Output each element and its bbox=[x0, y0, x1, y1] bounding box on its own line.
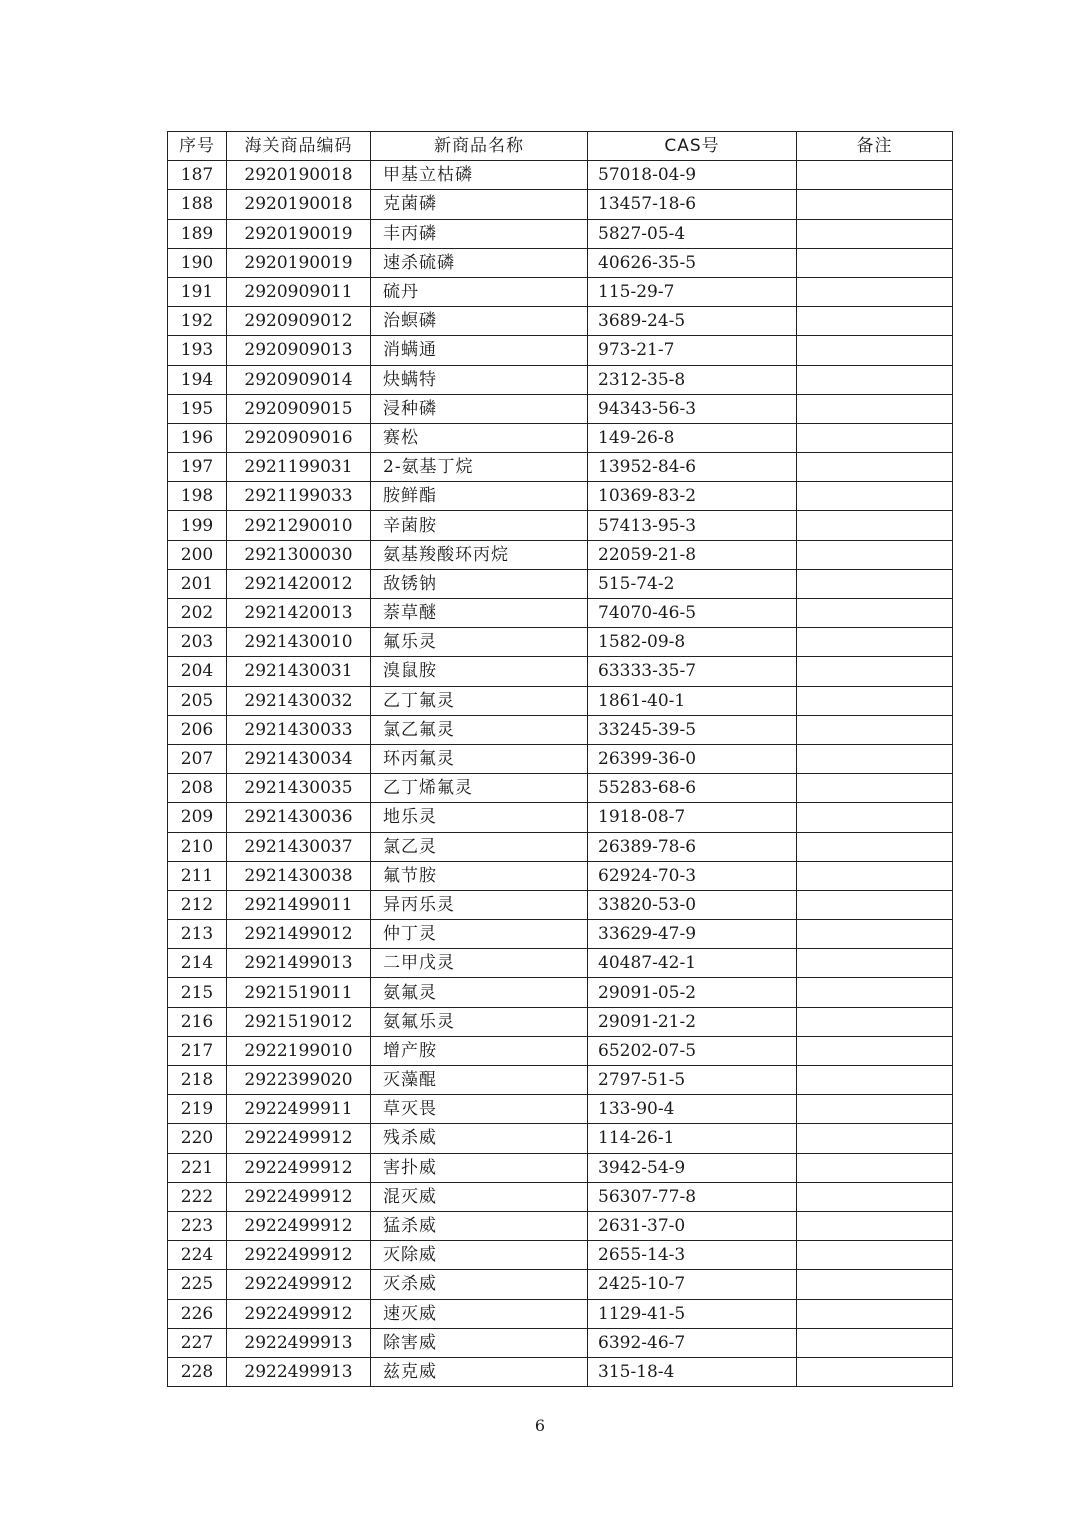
cell-customs-code: 2920190018 bbox=[227, 190, 371, 219]
cell-seq: 206 bbox=[168, 715, 227, 744]
cell-seq: 226 bbox=[168, 1299, 227, 1328]
cell-product-name: 增产胺 bbox=[371, 1036, 588, 1065]
cell-seq: 212 bbox=[168, 890, 227, 919]
table-row bbox=[168, 890, 953, 919]
cell-customs-code: 2921430038 bbox=[227, 861, 371, 890]
cell-seq: 203 bbox=[168, 628, 227, 657]
cell-customs-code: 2921430034 bbox=[227, 744, 371, 773]
cell-product-name: 氨氟灵 bbox=[371, 978, 588, 1007]
cell-seq: 207 bbox=[168, 744, 227, 773]
cell-remarks bbox=[797, 307, 953, 336]
table-row bbox=[168, 482, 953, 511]
cell-seq: 217 bbox=[168, 1036, 227, 1065]
cell-cas-number: 40487-42-1 bbox=[588, 949, 797, 978]
table-row bbox=[168, 686, 953, 715]
table-row bbox=[168, 1153, 953, 1182]
cell-remarks bbox=[797, 423, 953, 452]
cell-product-name: 二甲戊灵 bbox=[371, 949, 588, 978]
cell-remarks bbox=[797, 1357, 953, 1386]
cell-cas-number: 1129-41-5 bbox=[588, 1299, 797, 1328]
cell-customs-code: 2922199010 bbox=[227, 1036, 371, 1065]
table-row bbox=[168, 1241, 953, 1270]
cell-remarks bbox=[797, 1299, 953, 1328]
table-row bbox=[168, 569, 953, 598]
table-row bbox=[168, 920, 953, 949]
cell-seq: 216 bbox=[168, 1007, 227, 1036]
cell-seq: 209 bbox=[168, 803, 227, 832]
cell-customs-code: 2922499912 bbox=[227, 1299, 371, 1328]
cell-cas-number: 2312-35-8 bbox=[588, 365, 797, 394]
cell-remarks bbox=[797, 277, 953, 306]
cell-customs-code: 2921300030 bbox=[227, 540, 371, 569]
table-row bbox=[168, 511, 953, 540]
cell-seq: 224 bbox=[168, 1241, 227, 1270]
cell-seq: 189 bbox=[168, 219, 227, 248]
cell-remarks bbox=[797, 832, 953, 861]
cell-remarks bbox=[797, 686, 953, 715]
cell-cas-number: 2631-37-0 bbox=[588, 1211, 797, 1240]
cell-seq: 204 bbox=[168, 657, 227, 686]
cell-cas-number: 5827-05-4 bbox=[588, 219, 797, 248]
cell-customs-code: 2922499912 bbox=[227, 1241, 371, 1270]
table-row bbox=[168, 949, 953, 978]
cell-product-name: 氯乙氟灵 bbox=[371, 715, 588, 744]
cell-remarks bbox=[797, 1270, 953, 1299]
cell-remarks bbox=[797, 365, 953, 394]
cell-seq: 187 bbox=[168, 161, 227, 190]
cell-customs-code: 2922499913 bbox=[227, 1357, 371, 1386]
cell-remarks bbox=[797, 394, 953, 423]
table-row bbox=[168, 423, 953, 452]
cell-seq: 188 bbox=[168, 190, 227, 219]
cell-seq: 208 bbox=[168, 774, 227, 803]
cell-customs-code: 2921430036 bbox=[227, 803, 371, 832]
cell-cas-number: 13457-18-6 bbox=[588, 190, 797, 219]
cell-product-name: 乙丁氟灵 bbox=[371, 686, 588, 715]
cell-remarks bbox=[797, 978, 953, 1007]
cell-seq: 199 bbox=[168, 511, 227, 540]
cell-cas-number: 29091-05-2 bbox=[588, 978, 797, 1007]
cell-seq: 197 bbox=[168, 453, 227, 482]
cell-seq: 214 bbox=[168, 949, 227, 978]
cell-customs-code: 2921430037 bbox=[227, 832, 371, 861]
cell-product-name: 胺鲜酯 bbox=[371, 482, 588, 511]
cell-customs-code: 2921430033 bbox=[227, 715, 371, 744]
cell-remarks bbox=[797, 744, 953, 773]
cell-product-name: 害扑威 bbox=[371, 1153, 588, 1182]
table-row bbox=[168, 1007, 953, 1036]
cell-product-name: 敌锈钠 bbox=[371, 569, 588, 598]
cell-seq: 200 bbox=[168, 540, 227, 569]
cell-cas-number: 33629-47-9 bbox=[588, 920, 797, 949]
cell-cas-number: 57018-04-9 bbox=[588, 161, 797, 190]
cell-remarks bbox=[797, 569, 953, 598]
table-row bbox=[168, 453, 953, 482]
cell-customs-code: 2921519012 bbox=[227, 1007, 371, 1036]
cell-product-name: 灭除威 bbox=[371, 1241, 588, 1270]
cell-cas-number: 2655-14-3 bbox=[588, 1241, 797, 1270]
table-row bbox=[168, 774, 953, 803]
table-row bbox=[168, 190, 953, 219]
cell-customs-code: 2921430010 bbox=[227, 628, 371, 657]
cell-product-name: 草灭畏 bbox=[371, 1095, 588, 1124]
cell-cas-number: 33245-39-5 bbox=[588, 715, 797, 744]
cell-seq: 195 bbox=[168, 394, 227, 423]
cell-product-name: 猛杀威 bbox=[371, 1211, 588, 1240]
cell-remarks bbox=[797, 1095, 953, 1124]
cell-remarks bbox=[797, 949, 953, 978]
cell-product-name: 氟乐灵 bbox=[371, 628, 588, 657]
cell-product-name: 2-氨基丁烷 bbox=[371, 453, 588, 482]
cell-cas-number: 315-18-4 bbox=[588, 1357, 797, 1386]
cell-remarks bbox=[797, 453, 953, 482]
cell-remarks bbox=[797, 1124, 953, 1153]
cell-remarks bbox=[797, 628, 953, 657]
cell-cas-number: 973-21-7 bbox=[588, 336, 797, 365]
cell-customs-code: 2920909013 bbox=[227, 336, 371, 365]
cell-remarks bbox=[797, 890, 953, 919]
cell-remarks bbox=[797, 803, 953, 832]
header-product-name: 新商品名称 bbox=[371, 132, 588, 161]
cell-seq: 219 bbox=[168, 1095, 227, 1124]
cell-remarks bbox=[797, 161, 953, 190]
cell-customs-code: 2920909016 bbox=[227, 423, 371, 452]
cell-product-name: 乙丁烯氟灵 bbox=[371, 774, 588, 803]
cell-seq: 223 bbox=[168, 1211, 227, 1240]
cell-cas-number: 2797-51-5 bbox=[588, 1066, 797, 1095]
table-row bbox=[168, 744, 953, 773]
cell-cas-number: 133-90-4 bbox=[588, 1095, 797, 1124]
cell-cas-number: 6392-46-7 bbox=[588, 1328, 797, 1357]
cell-product-name: 地乐灵 bbox=[371, 803, 588, 832]
cell-seq: 190 bbox=[168, 248, 227, 277]
cell-product-name: 氟节胺 bbox=[371, 861, 588, 890]
cell-cas-number: 33820-53-0 bbox=[588, 890, 797, 919]
table-row bbox=[168, 365, 953, 394]
cell-product-name: 浸种磷 bbox=[371, 394, 588, 423]
cell-product-name: 环丙氟灵 bbox=[371, 744, 588, 773]
cell-seq: 228 bbox=[168, 1357, 227, 1386]
cell-remarks bbox=[797, 774, 953, 803]
table-row bbox=[168, 336, 953, 365]
cell-customs-code: 2920909014 bbox=[227, 365, 371, 394]
cell-customs-code: 2922499913 bbox=[227, 1328, 371, 1357]
header-remarks: 备注 bbox=[797, 132, 953, 161]
table-row bbox=[168, 1036, 953, 1065]
cell-product-name: 炔螨特 bbox=[371, 365, 588, 394]
cell-product-name: 甲基立枯磷 bbox=[371, 161, 588, 190]
table-row bbox=[168, 277, 953, 306]
cell-product-name: 辛菌胺 bbox=[371, 511, 588, 540]
cell-seq: 222 bbox=[168, 1182, 227, 1211]
table-row bbox=[168, 1357, 953, 1386]
cell-remarks bbox=[797, 511, 953, 540]
cell-customs-code: 2922499911 bbox=[227, 1095, 371, 1124]
cell-seq: 220 bbox=[168, 1124, 227, 1153]
cell-seq: 221 bbox=[168, 1153, 227, 1182]
table-row bbox=[168, 161, 953, 190]
table-row bbox=[168, 861, 953, 890]
cell-cas-number: 40626-35-5 bbox=[588, 248, 797, 277]
cell-remarks bbox=[797, 599, 953, 628]
cell-customs-code: 2921430031 bbox=[227, 657, 371, 686]
cell-cas-number: 55283-68-6 bbox=[588, 774, 797, 803]
cell-remarks bbox=[797, 1328, 953, 1357]
cell-seq: 194 bbox=[168, 365, 227, 394]
table-row bbox=[168, 832, 953, 861]
cell-product-name: 灭藻醌 bbox=[371, 1066, 588, 1095]
table-header-row bbox=[168, 132, 953, 161]
cell-seq: 211 bbox=[168, 861, 227, 890]
cell-remarks bbox=[797, 1007, 953, 1036]
table-row bbox=[168, 657, 953, 686]
table-row bbox=[168, 1095, 953, 1124]
cell-remarks bbox=[797, 1036, 953, 1065]
cell-product-name: 硫丹 bbox=[371, 277, 588, 306]
cell-seq: 202 bbox=[168, 599, 227, 628]
table-row bbox=[168, 219, 953, 248]
table-row bbox=[168, 803, 953, 832]
cell-customs-code: 2922399020 bbox=[227, 1066, 371, 1095]
cell-product-name: 氨氟乐灵 bbox=[371, 1007, 588, 1036]
cell-product-name: 速灭威 bbox=[371, 1299, 588, 1328]
cell-remarks bbox=[797, 248, 953, 277]
cell-product-name: 兹克威 bbox=[371, 1357, 588, 1386]
cell-product-name: 氯乙灵 bbox=[371, 832, 588, 861]
cell-customs-code: 2921499011 bbox=[227, 890, 371, 919]
header-seq: 序号 bbox=[168, 132, 227, 161]
cell-product-name: 异丙乐灵 bbox=[371, 890, 588, 919]
cell-seq: 192 bbox=[168, 307, 227, 336]
cell-product-name: 仲丁灵 bbox=[371, 920, 588, 949]
table-row bbox=[168, 1124, 953, 1153]
table-row bbox=[168, 394, 953, 423]
cell-seq: 196 bbox=[168, 423, 227, 452]
page-number: 6 bbox=[534, 1416, 546, 1435]
table-body bbox=[168, 161, 953, 1387]
table-row bbox=[168, 307, 953, 336]
cell-product-name: 速杀硫磷 bbox=[371, 248, 588, 277]
cell-remarks bbox=[797, 219, 953, 248]
cell-remarks bbox=[797, 1153, 953, 1182]
cell-seq: 218 bbox=[168, 1066, 227, 1095]
cell-customs-code: 2922499912 bbox=[227, 1270, 371, 1299]
cell-remarks bbox=[797, 1066, 953, 1095]
cell-cas-number: 22059-21-8 bbox=[588, 540, 797, 569]
cell-cas-number: 62924-70-3 bbox=[588, 861, 797, 890]
cell-customs-code: 2921499013 bbox=[227, 949, 371, 978]
cell-cas-number: 94343-56-3 bbox=[588, 394, 797, 423]
cell-product-name: 治螟磷 bbox=[371, 307, 588, 336]
cell-seq: 227 bbox=[168, 1328, 227, 1357]
cell-remarks bbox=[797, 920, 953, 949]
cell-cas-number: 65202-07-5 bbox=[588, 1036, 797, 1065]
cell-seq: 191 bbox=[168, 277, 227, 306]
cell-remarks bbox=[797, 861, 953, 890]
table-row bbox=[168, 628, 953, 657]
cell-customs-code: 2921420012 bbox=[227, 569, 371, 598]
cell-customs-code: 2922499912 bbox=[227, 1211, 371, 1240]
cell-remarks bbox=[797, 1241, 953, 1270]
cell-cas-number: 26389-78-6 bbox=[588, 832, 797, 861]
cell-remarks bbox=[797, 1211, 953, 1240]
cell-seq: 210 bbox=[168, 832, 227, 861]
table-row bbox=[168, 715, 953, 744]
header-customs-code: 海关商品编码 bbox=[227, 132, 371, 161]
table-row bbox=[168, 1328, 953, 1357]
cell-customs-code: 2920909011 bbox=[227, 277, 371, 306]
cell-cas-number: 3689-24-5 bbox=[588, 307, 797, 336]
cell-customs-code: 2922499912 bbox=[227, 1153, 371, 1182]
cell-seq: 198 bbox=[168, 482, 227, 511]
cell-cas-number: 29091-21-2 bbox=[588, 1007, 797, 1036]
cell-product-name: 氨基羧酸环丙烷 bbox=[371, 540, 588, 569]
table-row bbox=[168, 248, 953, 277]
cell-customs-code: 2920190019 bbox=[227, 248, 371, 277]
cell-customs-code: 2921290010 bbox=[227, 511, 371, 540]
cell-customs-code: 2920909012 bbox=[227, 307, 371, 336]
cell-customs-code: 2920190018 bbox=[227, 161, 371, 190]
cell-product-name: 萘草醚 bbox=[371, 599, 588, 628]
cell-seq: 213 bbox=[168, 920, 227, 949]
cell-cas-number: 1582-09-8 bbox=[588, 628, 797, 657]
cell-cas-number: 1861-40-1 bbox=[588, 686, 797, 715]
cell-seq: 205 bbox=[168, 686, 227, 715]
cell-remarks bbox=[797, 1182, 953, 1211]
cell-customs-code: 2921430032 bbox=[227, 686, 371, 715]
cell-remarks bbox=[797, 190, 953, 219]
cell-remarks bbox=[797, 482, 953, 511]
cell-customs-code: 2921430035 bbox=[227, 774, 371, 803]
cell-cas-number: 3942-54-9 bbox=[588, 1153, 797, 1182]
table-row bbox=[168, 540, 953, 569]
cell-cas-number: 1918-08-7 bbox=[588, 803, 797, 832]
cell-seq: 193 bbox=[168, 336, 227, 365]
cell-product-name: 溴鼠胺 bbox=[371, 657, 588, 686]
cell-product-name: 灭杀威 bbox=[371, 1270, 588, 1299]
cell-customs-code: 2920909015 bbox=[227, 394, 371, 423]
table-row bbox=[168, 1211, 953, 1240]
cell-cas-number: 515-74-2 bbox=[588, 569, 797, 598]
cell-cas-number: 149-26-8 bbox=[588, 423, 797, 452]
cell-customs-code: 2921499012 bbox=[227, 920, 371, 949]
cell-cas-number: 2425-10-7 bbox=[588, 1270, 797, 1299]
cell-remarks bbox=[797, 336, 953, 365]
cell-product-name: 除害威 bbox=[371, 1328, 588, 1357]
cell-cas-number: 114-26-1 bbox=[588, 1124, 797, 1153]
cell-seq: 225 bbox=[168, 1270, 227, 1299]
table-row bbox=[168, 599, 953, 628]
table-row bbox=[168, 1299, 953, 1328]
cell-customs-code: 2922499912 bbox=[227, 1124, 371, 1153]
cell-product-name: 残杀威 bbox=[371, 1124, 588, 1153]
cell-remarks bbox=[797, 540, 953, 569]
cell-product-name: 克菌磷 bbox=[371, 190, 588, 219]
table-row bbox=[168, 1066, 953, 1095]
cell-product-name: 赛松 bbox=[371, 423, 588, 452]
cell-cas-number: 115-29-7 bbox=[588, 277, 797, 306]
cell-customs-code: 2921199033 bbox=[227, 482, 371, 511]
cell-cas-number: 56307-77-8 bbox=[588, 1182, 797, 1211]
cell-cas-number: 10369-83-2 bbox=[588, 482, 797, 511]
cell-cas-number: 74070-46-5 bbox=[588, 599, 797, 628]
cell-seq: 201 bbox=[168, 569, 227, 598]
table-row bbox=[168, 1270, 953, 1299]
header-cas-number: CAS号 bbox=[588, 132, 797, 161]
chemical-list-table bbox=[167, 131, 953, 1387]
cell-remarks bbox=[797, 657, 953, 686]
cell-cas-number: 57413-95-3 bbox=[588, 511, 797, 540]
cell-remarks bbox=[797, 715, 953, 744]
cell-customs-code: 2922499912 bbox=[227, 1182, 371, 1211]
cell-cas-number: 13952-84-6 bbox=[588, 453, 797, 482]
cell-product-name: 混灭威 bbox=[371, 1182, 588, 1211]
cell-cas-number: 63333-35-7 bbox=[588, 657, 797, 686]
cell-product-name: 消螨通 bbox=[371, 336, 588, 365]
table-row bbox=[168, 978, 953, 1007]
cell-seq: 215 bbox=[168, 978, 227, 1007]
cell-product-name: 丰丙磷 bbox=[371, 219, 588, 248]
cell-customs-code: 2920190019 bbox=[227, 219, 371, 248]
cell-customs-code: 2921199031 bbox=[227, 453, 371, 482]
cell-cas-number: 26399-36-0 bbox=[588, 744, 797, 773]
cell-customs-code: 2921420013 bbox=[227, 599, 371, 628]
cell-customs-code: 2921519011 bbox=[227, 978, 371, 1007]
table-row bbox=[168, 1182, 953, 1211]
